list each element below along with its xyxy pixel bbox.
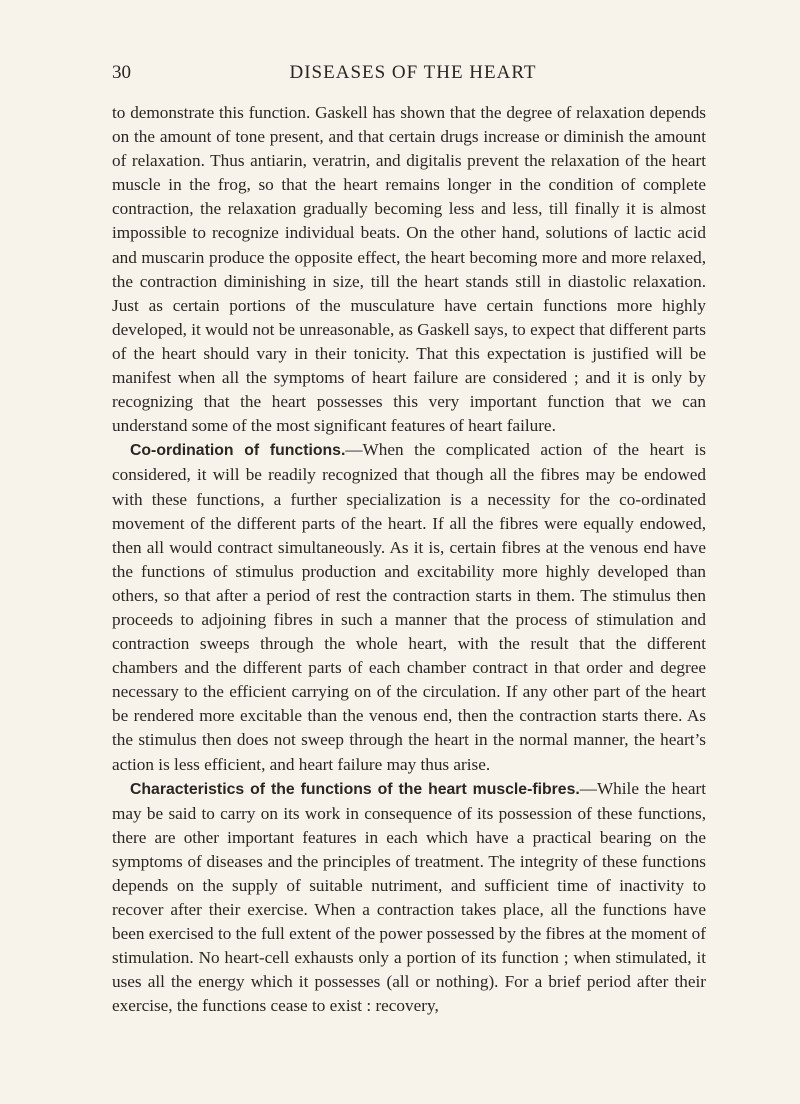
section-heading: Characteristics of the functions of the heart muscle-fibres. [130,780,580,798]
section-heading: Co-ordination of functions. [130,442,346,460]
paragraph-text: —When the complicated action of the heart is considered, it will be readily recognized that though all the fibres may be endowed with these functions, a further specialization is a necessity for the co-ordinated movement of the different parts of the heart. If all the fibres were equally endowed, then all would contract simultaneously. As it is, certain fibres at the venous end have the functions of stimulus production and excitability more highly developed than others, so that after a period of rest the contraction starts in them. The stimulus then proceeds to adjoining fibres in such a manner that the process of stimulation and contraction sweeps through the whole heart, with the result that the different chambers and the different parts of each chamber contract in that order and degree necessary to the efficient carrying on of the circulation. If any other part of the heart be rendered more excitable than the venous end, then the contraction starts there. As the stimulus then does not sweep through the heart in the normal manner, the heart’s action is less efficient, and heart failure may thus arise. [112,440,706,774]
paragraph-text: —While the heart may be said to carry on its work in consequence of its possession of these functions, there are other important features in each which have a practical bearing on the symptoms of diseases and the principles of treatment. The integrity of these functions depends on the supply of suitable nutriment, and sufficient time of inactivity to recover after their exercise. When a contraction takes place, all the functions have been exercised to the full extent of the power possessed by the fibres at the moment of stimulation. No heart-cell exhausts only a portion of its function ; when stimulated, it uses all the energy which it possesses (all or nothing). For a brief period after their exercise, the functions cease to exist : recovery, [112,778,706,1016]
running-title: DISEASES OF THE HEART [289,62,537,83]
paragraph-tonicity [112,101,706,438]
paragraph-text: to demonstrate this function. Gaskell has shown that the degree of relaxation depends on the amount of tone present, and that certain drugs increase or diminish the amount of relaxation. Thus antiarin, veratrin, and digitalis prevent the relaxation of the heart muscle in the frog, so that the heart remains longer in the condition of complete contraction, the relaxation gradually becoming less and less, till finally it is almost impossible to recognize individual beats. On the other hand, solutions of lactic acid and muscarin produce the opposite effect, the heart becoming more and more relaxed, the contraction diminishing in size, till the heart stands still in diastolic relaxation. Just as certain portions of the musculature have certain functions more highly developed, it would not be unreasonable, as Gaskell says, to expect that different parts of the heart should vary in their tonicity. That this expectation is justified will be manifest when all the symptoms of heart failure are considered ; and it is only by recognizing that the heart possesses this very important function that we can understand some of the most significant features of heart failure. [112,103,706,436]
paragraph-characteristics [112,777,706,1019]
paragraph-coordination [112,438,706,776]
body-text [112,101,706,1019]
page-number: 30 [112,62,131,83]
